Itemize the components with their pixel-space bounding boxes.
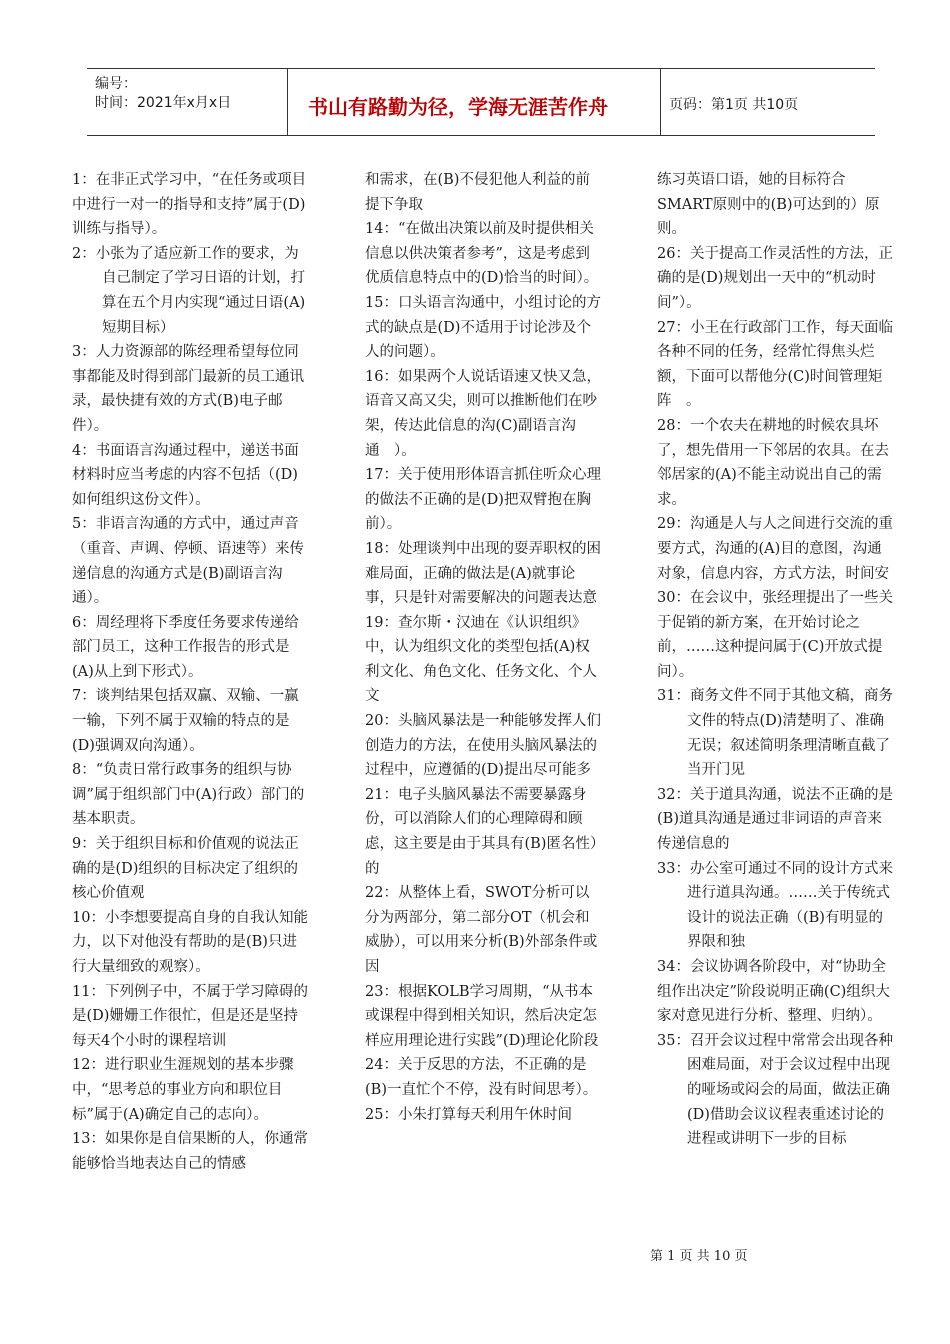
question-item: 3：人力资源部的陈经理希望每位同事都能及时得到部门最新的员工通讯录，最快捷有效的方式(B)电子邮件）。 [72, 344, 304, 434]
question-item: 34：会议协调各阶段中，对“协助全组作出决定”阶段说明正确(C)组织大家对意见进行分析、整理、归纳）。 [657, 959, 890, 1025]
question-item: 25：小朱打算每天利用午休时间 [365, 1106, 572, 1123]
text-column-2 [365, 168, 603, 1127]
question-item: 26：关于提高工作灵活性的方法，正确的是(D)规划出一天中的“机动时间”）。 [657, 245, 893, 311]
question-item: 31：商务文件不同于其他文稿，商务文件的特点(D)清楚明了、准确无误；叙述简明条理清晰直截了当开门见 [657, 688, 893, 779]
question-item: 10：小李想要提高自身的自我认知能力，以下对他没有帮助的是(B)只进行大量细致的观察）。 [72, 909, 308, 975]
question-item: 29：沟通是人与人之间进行交流的重要方式，沟通的(A)目的意图，沟通对象，信息内容，方式方法，时间安 [657, 516, 893, 582]
question-item: 30：在会议中，张经理提出了一些关于促销的新方案，在开始讨论之前，……这种提问属于(C)开放式提问）。 [657, 590, 893, 680]
header-motto-cell [288, 69, 661, 135]
question-item: 练习英语口语，她的目标符合SMART原则中的(B)可达到的）原则。 [657, 172, 880, 238]
question-item: 20：头脑风暴法是一种能够发挥人们创造力的方法，在使用头脑风暴法的过程中，应遵循的(D)提出尽可能多21：电子头脑风暴法不需要暴露身份，可以消除人们的心理障碍和顾虑，这主要是由于其具有(B)匿名性）的 [365, 713, 601, 877]
question-item: 14：“在做出决策以前及时提供相关信息以供决策者参考”，这是考虑到优质信息特点中的(D)恰当的时间）。 [365, 221, 599, 287]
number-label: 编号： [95, 76, 137, 92]
question-item: 7：谈判结果包括双赢、双输、一赢一输，下列不属于双输的特点的是(D)强调双向沟通）。 [72, 688, 299, 754]
question-item: 27：小王在行政部门工作，每天面临各种不同的任务，经常忙得焦头烂额，下面可以帮他分(C)时间管理矩阵 。 [657, 319, 893, 410]
question-item: 24：关于反思的方法，不正确的是(B)一直忙个不停，没有时间思考）。 [365, 1057, 598, 1098]
motto-title: 书山有路勤为径，学海无涯苦作舟 [308, 95, 608, 119]
question-item: 32：关于道具沟通，说法不正确的是(B)道具沟通是通过非词语的声音来传递信息的 [657, 786, 893, 853]
document-header [87, 68, 875, 136]
page-footer: 第 1 页 共 10 页 [650, 1249, 748, 1264]
question-item: 16：如果两个人说话语速又快又急，语音又高又尖，则可以推断他们在吵架，传达此信息的沟(C)副语言沟通 ）。 [365, 368, 601, 459]
question-item: 12：进行职业生涯规划的基本步骤中，“思考总的事业方向和职位目标”属于(A)确定自己的志向）。 [72, 1057, 294, 1123]
question-item: 2：小张为了适应新工作的要求，为自己制定了学习日语的计划，打算在五个月内实现“通过日语(A)短期目标） [72, 245, 306, 336]
question-item: 和需求，在(B)不侵犯他人利益的前提下争取 [365, 172, 590, 213]
time-label: 时间：2021年x月x日 [95, 95, 232, 111]
question-item: 5：非语言沟通的方式中，通过声音（重音、声调、停顿、语速等）来传递信息的沟通方式是(B)副语言沟通）。 [72, 516, 304, 607]
question-item: 35：召开会议过程中常常会出现各种困难局面，对于会议过程中出现的哑场或闷会的局面，做法正确(D)借助会议议程表重述讨论的进程或讲明下一步的目标 [657, 1032, 893, 1148]
header-info-cell [87, 69, 288, 135]
question-item: 4：书面语言沟通过程中，递送书面材料时应当考虑的内容不包括（(D)如何组织这份文件）。 [72, 442, 299, 508]
question-item: 33：办公室可通过不同的设计方式来进行道具沟通。……关于传统式设计的说法正确（(B)有明显的界限和独 [657, 860, 893, 951]
question-item: 9：关于组织目标和价值观的说法正确的是(D)组织的目标决定了组织的核心价值观 [72, 836, 299, 902]
question-item: 11：下列例子中，不属于学习障碍的是(D)姗姗工作很忙，但是还是坚持每天4个小时的课程培训 [72, 983, 308, 1049]
question-item: 8：“负责日常行政事务的组织与协调”属于组织部门中(A)行政）部门的基本职责。 [72, 762, 305, 828]
question-item: 1：在非正式学习中，“在任务或项目中进行一对一的指导和支持”属于(D)训练与指导）。 [72, 172, 307, 238]
question-item: 23：根据KOLB学习周期，“从书本或课程中得到相关知识，然后决定怎样应用理论进行实践”(D)理论化阶段 [365, 983, 599, 1049]
question-item: 13：如果你是自信果断的人，你通常能够恰当地表达自己的情感 [72, 1131, 308, 1172]
text-column-1 [72, 168, 310, 1176]
header-page-cell [661, 69, 875, 135]
question-item: 17：关于使用形体语言抓住听众心理的做法不正确的是(D)把双臂抱在胸前）。 [365, 467, 601, 533]
question-item: 22：从整体上看，SWOT分析可以分为两部分，第二部分OT（机会和威胁），可以用来分析(B)外部条件或因 [365, 885, 598, 975]
text-column-3 [657, 168, 895, 1152]
question-item: 28：一个农夫在耕地的时候农具坏了，想先借用一下邻居的农具。在去邻居家的(A)不能主动说出自己的需求。 [657, 417, 889, 508]
question-item: 18：处理谈判中出现的耍弄职权的困难局面，正确的做法是(A)就事论事，只是针对需要解决的问题表达意 [365, 540, 601, 607]
question-item: 19：查尔斯・汉迪在《认识组织》中，认为组织文化的类型包括(A)权利文化、角色文化、任务文化、个人文 [365, 614, 597, 705]
question-item: 6：周经理将下季度任务要求传递给部门员工，这种工作报告的形式是(A)从上到下形式）。 [72, 614, 299, 680]
page-label: 页码：第1页 共10页 [669, 97, 799, 113]
question-item: 15：口头语言沟通中，小组讨论的方式的缺点是(D)不适用于讨论涉及个人的问题）。 [365, 294, 601, 361]
